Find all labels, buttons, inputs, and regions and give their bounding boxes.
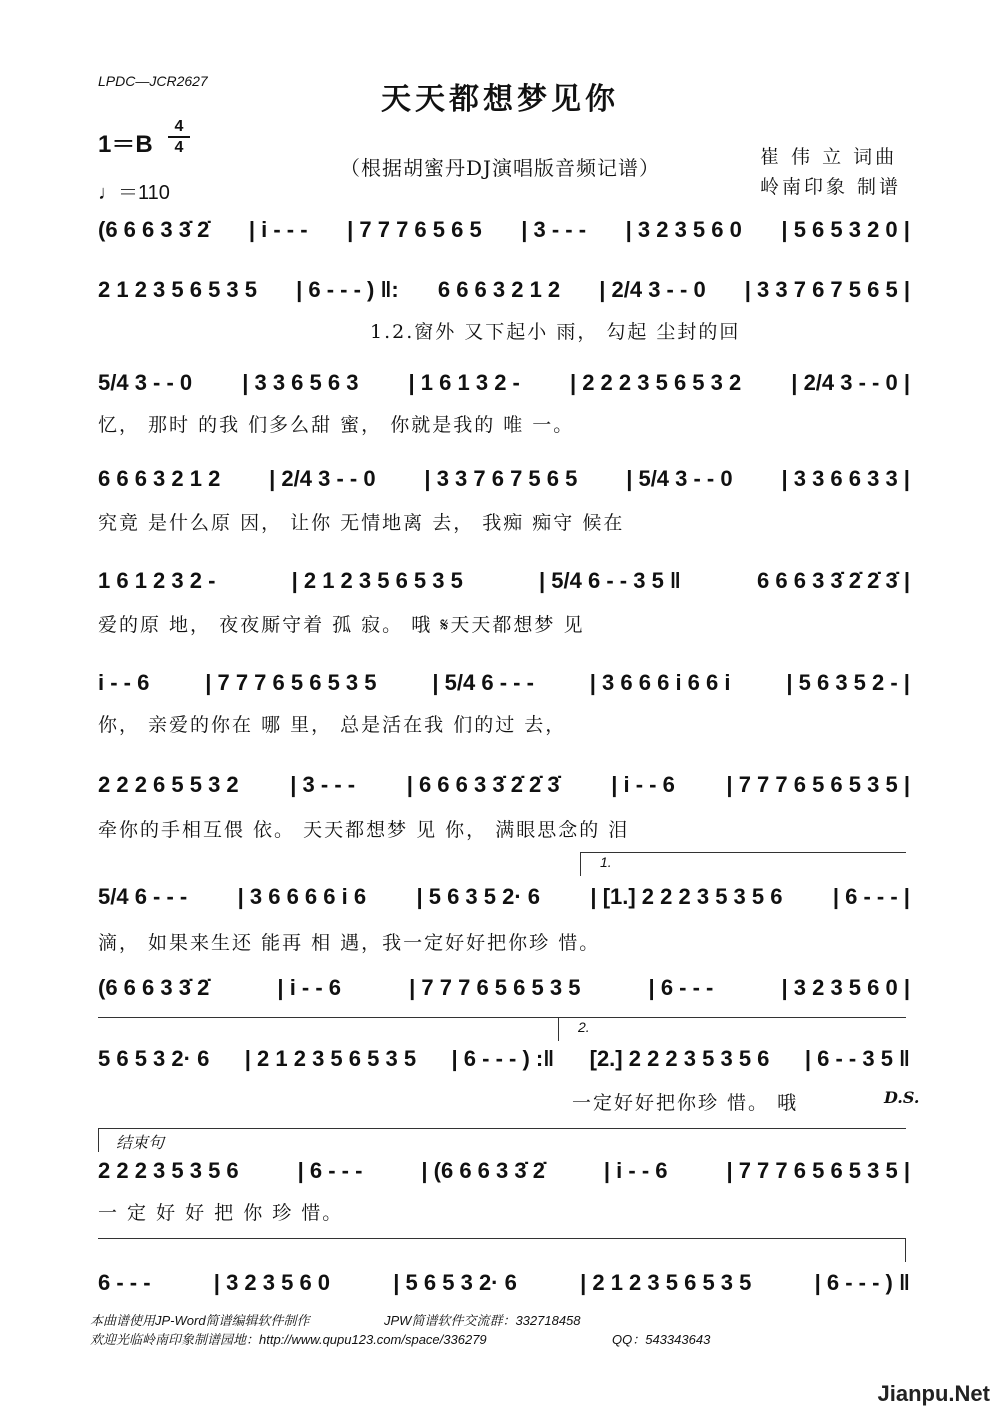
lyric-line: 滴， 如果来生还 能再 相 遇，我一定好好把你珍 惜。: [98, 932, 601, 954]
tempo-mark: [98, 176, 170, 205]
measure-group: | 1 6 1 3 2 -: [408, 370, 520, 395]
measure-group: | 5/4 6 - - -: [432, 670, 534, 695]
measure-group: 6 6 6 3 2 1 2: [437, 277, 561, 302]
subtitle: （根据胡蜜丹DJ演唱版音频记谱）: [340, 156, 661, 180]
measure-group: | 7 7 7 6 5 6 5 3 5: [409, 975, 581, 1000]
staff-line: [98, 975, 910, 1001]
measure-group: | 5 6 5 3 2· 6: [393, 1270, 517, 1295]
measure-group: | 5 6 3 5 2· 6: [416, 884, 541, 909]
measure-group: | 3 3 7 6 7 5 6 5: [424, 466, 578, 491]
measure-group: 2 1 2 3 5 6 5 3 5: [98, 277, 258, 302]
measure-group: | 3 6 6 6 i 6 6 i: [589, 670, 731, 695]
measure-group: 5/4 6 - - -: [98, 884, 188, 909]
measure-group: | i - - 6: [611, 772, 675, 797]
footer-line-2a: 欢迎光临岭南印象制谱园地：http://www.qupu123.com/space/336279: [90, 1332, 487, 1347]
staff-line: [98, 1046, 910, 1072]
song-title: 天天都想梦见你: [381, 82, 619, 117]
footer-line-2b: QQ：543343643: [612, 1332, 711, 1347]
measure-group: 2 2 2 6 5 5 3 2: [98, 772, 239, 797]
measure-group: | 2 1 2 3 5 6 5 3 5: [580, 1270, 752, 1295]
measure-group: | 6 - - - |: [832, 884, 910, 909]
staff-line: [98, 1158, 910, 1184]
measure-group: | 3 - - -: [290, 772, 356, 797]
measure-group: 2 2 2 3 5 3 5 6: [98, 1158, 239, 1183]
measure-group: | 6 - - -: [648, 975, 714, 1000]
measure-group: (6 6 6 3 3̇ 2̇: [98, 975, 210, 1000]
measure-group: i - - 6: [98, 670, 150, 695]
measure-group: | 2/4 3 - - 0: [269, 466, 376, 491]
meter-bottom: 4: [174, 139, 184, 156]
ds-mark: D.S.: [884, 1088, 920, 1107]
staff-line: [98, 1270, 910, 1296]
measure-group: | 5/4 3 - - 0: [626, 466, 733, 491]
measure-group: 5/4 3 - - 0: [98, 370, 193, 395]
measure-group: [2.] 2 2 2 3 5 3 5 6: [589, 1046, 770, 1071]
tempo-value: ＝110: [118, 182, 170, 204]
measure-group: | 7 7 7 6 5 6 5 3 5 |: [726, 772, 910, 797]
measure-group: | 3 3 6 5 6 3: [242, 370, 359, 395]
measure-group: | i - - 6: [603, 1158, 668, 1183]
measure-group: 6 6 6 3 3̇ 2̇ 2̇ 3̇ |: [757, 568, 910, 593]
measure-group: | 6 - - -: [297, 1158, 363, 1183]
measure-group: | 5/4 6 - - 3 5 ‖: [539, 568, 681, 593]
measure-group: 6 6 6 3 2 1 2: [98, 466, 221, 491]
lyric-line: 一 定 好 好 把 你 珍 惜。: [98, 1202, 344, 1224]
measure-group: | 5 6 5 3 2 0 |: [781, 217, 910, 242]
footer-line-1b: JPW简谱软件交流群：332718458: [384, 1313, 581, 1328]
measure-group: | 7 7 7 6 5 6 5 3 5: [205, 670, 377, 695]
measure-group: | [1.] 2 2 2 3 5 3 5 6: [590, 884, 783, 909]
credit-lyrics: 崔 伟 立 词曲: [760, 146, 898, 168]
lyric-line: 牵你的手相互偎 依。 天天都想梦 见 你， 满眼思念的 泪: [98, 819, 630, 841]
staff-line: [98, 670, 910, 696]
staff-line: [98, 466, 910, 492]
measure-group: | 7 7 7 6 5 6 5: [347, 217, 482, 242]
lyric-line: 1.2.窗外 又下起小 雨， 勾起 尘封的回: [370, 321, 741, 343]
site-watermark: Jianpu.Net: [877, 1381, 990, 1406]
measure-group: | 7 7 7 6 5 6 5 3 5 |: [726, 1158, 910, 1183]
staff-line: [98, 772, 910, 798]
measure-group: | 3 2 3 5 6 0 |: [781, 975, 910, 1000]
quarter-note-icon: ♩: [98, 182, 118, 204]
volta-2-label: 2.: [578, 1019, 590, 1035]
measure-group: | 2/4 3 - - 0 |: [791, 370, 910, 395]
measure-group: | (6 6 6 3 3̇ 2̇: [421, 1158, 545, 1183]
footer-line-1a: 本曲谱使用JP-Word简谱编辑软件制作: [90, 1313, 310, 1328]
measure-group: 1 6 1 2 3 2 -: [98, 568, 216, 593]
staff-line: [98, 277, 910, 303]
measure-group: 6 - - -: [98, 1270, 151, 1295]
measure-group: | 3 6 6 6 6 i 6: [237, 884, 367, 909]
lyric-line: 忆， 那时 的我 们多么甜 蜜， 你就是我的 唯 一。: [98, 414, 575, 436]
staff-line: [98, 370, 910, 396]
lyric-line: 一定好好把你珍 惜。 哦: [572, 1092, 799, 1114]
measure-group: | 6 - - 3 5 ‖: [804, 1046, 910, 1071]
measure-group: | 6 - - - ) :‖: [451, 1046, 555, 1071]
measure-group: (6 6 6 3 3̇ 2̇: [98, 217, 210, 242]
score-code: LPDC—JCR2627: [98, 73, 208, 89]
measure-group: | 3 2 3 5 6 0: [625, 217, 742, 242]
measure-group: | 3 - - -: [521, 217, 587, 242]
volta-1-label: 1.: [600, 854, 612, 870]
staff-line: [98, 217, 910, 243]
key-signature: 1＝B: [98, 131, 153, 158]
coda-label: 结束句: [116, 1133, 165, 1152]
measure-group: | 6 6 6 3 3̇ 2̇ 2̇ 3̇: [406, 772, 560, 797]
measure-group: | i - - 6: [277, 975, 342, 1000]
measure-group: | 6 - - - ) ‖:: [296, 277, 399, 302]
lyric-line: 究竟 是什么原 因， 让你 无情地离 去， 我痴 痴守 候在: [98, 512, 625, 534]
lyric-line: 爱的原 地， 夜夜厮守着 孤 寂。 哦 𝄋天天都想梦 见: [98, 614, 585, 636]
measure-group: | 3 2 3 5 6 0: [213, 1270, 331, 1295]
credit-score: 岭南印象 制谱: [760, 176, 902, 198]
measure-group: | 2 2 2 3 5 6 5 3 2: [569, 370, 742, 395]
measure-group: | 2 1 2 3 5 6 5 3 5: [244, 1046, 417, 1071]
measure-group: | 3 3 7 6 7 5 6 5 |: [744, 277, 910, 302]
lyric-line: 你， 亲爱的你在 哪 里， 总是活在我 们的过 去，: [98, 714, 567, 736]
staff-line: [98, 568, 910, 594]
measure-group: | 5 6 3 5 2 - |: [786, 670, 910, 695]
time-signature: [168, 118, 190, 156]
measure-group: | 3 3 6 6 3 3 |: [781, 466, 910, 491]
measure-group: 5 6 5 3 2· 6: [98, 1046, 210, 1071]
measure-group: | 2/4 3 - - 0: [599, 277, 706, 302]
measure-group: | 6 - - - ) ‖: [814, 1270, 910, 1295]
meter-top: 4: [174, 118, 184, 135]
measure-group: | 2 1 2 3 5 6 5 3 5: [291, 568, 463, 593]
measure-group: | i - - -: [248, 217, 308, 242]
staff-line: [98, 884, 910, 910]
